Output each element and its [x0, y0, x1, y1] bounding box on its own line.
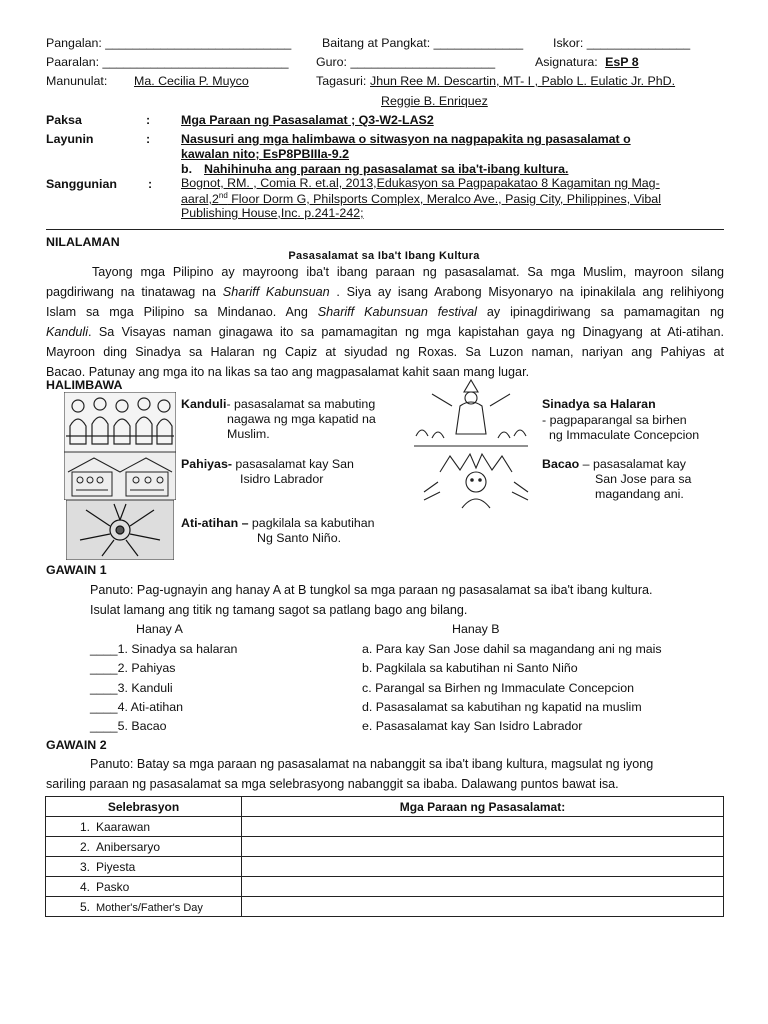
layunin-label: Layunin [46, 132, 94, 146]
paksa-value: Mga Paraan ng Pasasalamat ; Q3-W2-LAS2 [181, 113, 434, 127]
nilalaman-paragraph [46, 262, 724, 382]
hanay-a-item[interactable]: ____5. Bacao [90, 719, 167, 734]
table-row [46, 837, 724, 857]
kanduli-term: Kanduli [181, 397, 227, 411]
kanduli-line-3: Muslim. [227, 427, 270, 441]
row-number: 1. [79, 819, 90, 834]
answer-cell[interactable] [242, 877, 724, 897]
para-3a: Islam sa mga Pilipino sa Mindanao. Ang [46, 305, 318, 319]
col-selebrasyon: Selebrasyon [46, 797, 242, 817]
ati-term: Ati-atihan – [181, 516, 249, 530]
para-line-6: Bacao. Patunay ang mga ito na likas sa tao ang magpasalamat kahit saan mang lugar. [46, 365, 530, 379]
pangalan-label: Pangalan: [46, 36, 102, 50]
kanduli-line-1 [181, 397, 375, 411]
kanduli-line-2: nagawa ng mga kapatid na [227, 412, 376, 426]
bacao-term: Bacao [542, 457, 580, 471]
hanay-a-item[interactable]: ____1. Sinadya sa halaran [90, 642, 238, 656]
layunin-line-1: Nasusuri ang mga halimbawa o sitwasyon na nagpapakita ng pasasalamat o [181, 132, 631, 146]
row-number: 4. [79, 879, 90, 894]
sanggunian-line-2sup: nd [218, 191, 228, 200]
bacao-illustration [420, 452, 532, 510]
guro-blank[interactable]: _____________________ [350, 55, 496, 69]
gawain1-panuto-1: Panuto: Pag-ugnayin ang hanay A at B tungkol sa mga paraan ng pasasalamat sa iba't ibang kultura. [90, 583, 653, 597]
asignatura-label: Asignatura: [535, 55, 598, 69]
hanay-b-item: b. Pagkilala sa kabutihan ni Santo Niño [362, 661, 578, 676]
iskor-line [553, 36, 690, 50]
tagasuri-label: Tagasuri: [316, 74, 367, 88]
ati-line-2: Ng Santo Niño. [257, 531, 342, 545]
para-3i: Shariff Kabunsuan festival [317, 305, 477, 319]
pahiyas-illustration [64, 452, 176, 500]
gawain2-panuto-1: Panuto: Batay sa mga paraan ng pasasalamat na nabanggit sa iba't ibang kultura, magsulat ng iyong [90, 757, 654, 771]
guro-line [316, 55, 495, 69]
col-paraan: Mga Paraan ng Pasasalamat: [242, 797, 724, 817]
hanay-a-item[interactable]: ____2. Pahiyas [90, 661, 176, 676]
paaralan-line [46, 55, 289, 69]
para-line-3 [46, 302, 724, 322]
sanggunian-line-1: Bognot, RM. , Comia R. et.al, 2013,Edukasyon sa Pagpapakatao 8 Kagamitan ng Mag- [181, 176, 660, 190]
ati-l1: pagkilala sa kabutihan [248, 516, 375, 530]
selebrasyon-cell [46, 897, 242, 917]
sanggunian-colon: : [148, 177, 153, 191]
halimbawa-heading: HALIMBAWA [46, 378, 123, 392]
para-2i: Shariff Kabunsuan [222, 285, 330, 299]
pangalan-blank[interactable]: ___________________________ [105, 36, 292, 50]
ati-atihan-illustration [66, 500, 174, 560]
divider [46, 229, 724, 230]
paksa-colon: : [146, 113, 151, 127]
row-label: Anibersaryo [96, 839, 161, 854]
paaralan-label: Paaralan: [46, 55, 100, 69]
ati-line-1 [181, 516, 375, 530]
nilalaman-title: Pasasalamat sa Iba't Ibang Kultura [288, 250, 480, 262]
gawain1-heading: GAWAIN 1 [46, 563, 107, 577]
asignatura-line [535, 55, 639, 69]
table-row [46, 877, 724, 897]
bacao-l1: – pasasalamat kay [579, 457, 686, 471]
para-4i: Kanduli [46, 325, 89, 339]
row-label: Kaarawan [96, 819, 151, 834]
tagasuri-value: Jhun Ree M. Descartin, MT- I , Pablo L. Eulatic Jr. PhD. [370, 74, 676, 88]
para-2a: pagdiriwang na tinatawag na [46, 285, 223, 299]
hanay-b-item: c. Parangal sa Birhen ng Immaculate Concepcion [362, 680, 635, 695]
selebrasyon-table [45, 796, 724, 917]
selebrasyon-cell [46, 837, 242, 857]
table-row [46, 897, 724, 917]
gawain2-heading: GAWAIN 2 [46, 738, 107, 752]
hanay-b-heading: Hanay B [452, 622, 500, 636]
sanggunian-line-2 [181, 191, 661, 206]
para-2b: . Siya ay isang Arabong Misyonaryo na ipinakilala ang relihiyong [329, 285, 725, 299]
iskor-label: Iskor: [553, 36, 584, 50]
answer-cell[interactable] [242, 837, 724, 857]
pahiyas-line-2: Isidro Labrador [240, 472, 324, 486]
name-line [46, 36, 291, 50]
baitang-label: Baitang at Pangkat: [322, 36, 431, 50]
hanay-a-item[interactable]: ____3. Kanduli [90, 680, 173, 695]
sinadya-illustration [412, 376, 530, 452]
bacao-line-3: magandang ani. [595, 487, 684, 501]
layunin-line-2: kawalan nito; EsP8PBIIIa-9.2 [181, 147, 350, 161]
sinadya-term: Sinadya sa Halaran [542, 397, 656, 411]
sanggunian-line-2b: Floor Dorm G, Philsports Complex, Meralco Ave., Pasig City, Philippines, Vibal [227, 192, 661, 207]
para-4b: . Sa Visayas naman ginagawa ito sa pamamagitan ng mga kapistahan gaya ng Dinagyang at Ati-atihan. [88, 325, 724, 339]
sinadya-line-1: - pagpaparangal sa birhen [542, 413, 687, 427]
kanduli-l1: - pasasalamat sa mabuting [226, 397, 376, 411]
layunin-colon: : [146, 132, 151, 146]
row-number: 2. [79, 839, 90, 854]
hanay-a-item[interactable]: ____4. Ati-atihan [90, 699, 184, 714]
answer-cell[interactable] [242, 897, 724, 917]
para-line-4 [46, 322, 724, 342]
answer-cell[interactable] [242, 857, 724, 877]
nilalaman-heading: NILALAMAN [46, 235, 120, 249]
gawain2-panuto-2: sariling paraan ng pasasalamat sa mga selebrasyong nabanggit sa ibaba. Dalawang puntos bawat isa. [46, 777, 619, 791]
tagasuri-value-2: Reggie B. Enriquez [381, 94, 488, 108]
para-line-1: Tayong mga Pilipino ay mayroong iba't ibang paraan ng pasasalamat. Sa mga Muslim, mayroon silang [92, 265, 724, 279]
asignatura-value: EsP 8 [605, 55, 639, 69]
row-label: Mother's/Father's Day [96, 901, 203, 914]
sinadya-line-2: ng Immaculate Concepcion [549, 428, 700, 442]
pahiyas-term: Pahiyas- [181, 457, 232, 471]
layunin-b-letter: b. [181, 162, 193, 176]
guro-label: Guro: [316, 55, 347, 69]
baitang-blank[interactable]: _____________ [433, 36, 524, 50]
row-number: 3. [79, 859, 90, 874]
row-number: 5. [79, 899, 90, 914]
para-line-2 [46, 282, 724, 302]
manunulat-value: Ma. Cecilia P. Muyco [134, 74, 249, 88]
sanggunian-line-3: Publishing House,Inc. p.241-242; [181, 206, 364, 220]
kanduli-illustration [64, 392, 176, 452]
gawain1-panuto-2: Isulat lamang ang titik ng tamang sagot sa patlang bago ang bilang. [90, 603, 468, 617]
hanay-a-heading: Hanay A [136, 622, 183, 636]
paaralan-blank[interactable]: ___________________________ [102, 55, 289, 69]
table-row [46, 857, 724, 877]
row-label: Piyesta [96, 859, 136, 874]
hanay-b-item: d. Pasasalamat sa kabutihan ng kapatid na muslim [362, 699, 642, 714]
layunin-b: Nahihinuha ang paraan ng pasasalamat sa iba't-ibang kultura. [204, 162, 569, 176]
table-header-row [46, 797, 724, 817]
sanggunian-label: Sanggunian [46, 177, 117, 191]
bacao-line-2: San Jose para sa [595, 472, 692, 486]
para-line-5: Mayroon ding Sinadya sa Halaran ng Capiz at siyudad ng Roxas. Sa Luzon naman, nariyan ang Pahiyas at [46, 345, 724, 359]
table-row [46, 817, 724, 837]
paksa-label: Paksa [46, 113, 82, 127]
pahiyas-l1: pasasalamat kay San [231, 457, 354, 471]
sanggunian-line-2a: aaral,2 [181, 192, 219, 207]
selebrasyon-cell [46, 817, 242, 837]
bacao-line-1 [542, 457, 686, 471]
iskor-blank[interactable]: _______________ [586, 36, 691, 50]
para-3b: ay ipinagdiriwang sa pamamagitan ng [476, 305, 724, 319]
answer-cell[interactable] [242, 817, 724, 837]
hanay-b-item: e. Pasasalamat kay San Isidro Labrador [362, 719, 583, 734]
selebrasyon-cell [46, 877, 242, 897]
pahiyas-line-1 [181, 457, 354, 471]
hanay-b-item: a. Para kay San Jose dahil sa magandang ani ng mais [362, 642, 662, 656]
baitang-line [322, 36, 523, 50]
manunulat-label: Manunulat: [46, 74, 108, 88]
selebrasyon-cell [46, 857, 242, 877]
row-label: Pasko [96, 879, 130, 894]
